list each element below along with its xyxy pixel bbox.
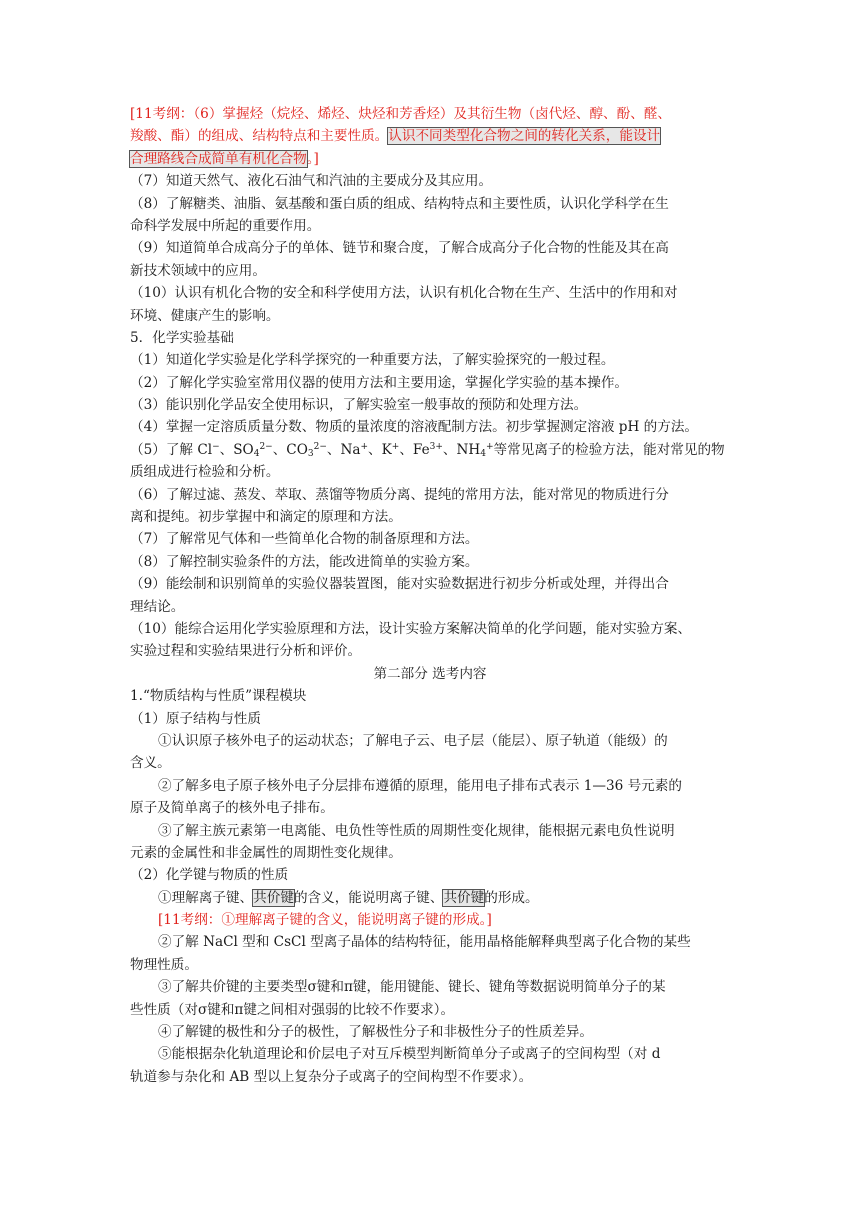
organic-item-8-cont: 命科学发展中所起的重要作用。 [130,217,321,234]
exam-note-bond: [11考纲：①理解离子键的含义，能说明离子键的形成。] [158,912,492,929]
lab-item-7: （7）了解常见气体和一些简单化合物的制备原理和方法。 [130,531,479,548]
section-heading-lab: 5．化学实验基础 [130,329,234,346]
bond-item-3-cont: 些性质（对σ键和π键之间相对强弱的比较不作要求）。 [130,1001,455,1018]
lab-item-6-cont: 离和提纯。初步掌握中和滴定的原理和方法。 [130,509,402,526]
part-title: 第二部分 选考内容 [373,665,487,682]
module-heading: 1.“物质结构与性质”课程模块 [130,688,307,705]
organic-item-7: （7）知道天然气、液化石油气和汽油的主要成分及其应用。 [130,173,493,190]
lab-item-10-cont: 实验过程和实验结果进行分析和评价。 [130,643,362,660]
exam-note-line-2 [130,125,730,147]
organic-item-9-cont: 新技术领域中的应用。 [130,262,266,279]
highlighted-text: 认识不同类型化合物之间的转化关系，能设计 [388,128,661,145]
exam-note-text: 羧酸、酯）的组成、结构特点和主要性质。 [130,128,389,145]
bond-item-5: ⑤能根据杂化轨道理论和价层电子对互斥模型判断简单分子或离子的空间构型（对 d [158,1046,661,1063]
document-body [130,103,730,1088]
lab-item-1: （1）知道化学实验是化学科学探究的一种重要方法，了解实验探究的一般过程。 [130,352,615,369]
atomic-item-2-cont: 原子及简单离子的核外电子排布。 [130,800,334,817]
bond-item-1: ①理解离子键、共价键的含义，能说明离子键、共价键的形成。 [158,889,539,906]
bond-item-5-cont: 轨道参与杂化和 AB 型以上复杂分子或离子的空间构型不作要求）。 [130,1068,533,1085]
bond-item-2: ②了解 NaCl 型和 CsCl 型离子晶体的结构特征，能用晶格能解释典型离子化合物的某些 [158,934,691,951]
lab-item-8: （8）了解控制实验条件的方法，能改进简单的实验方案。 [130,553,479,570]
highlighted-text: 共价键 [253,889,294,906]
exam-note-line-1 [130,103,730,125]
subsection-heading-atomic: （1）原子结构与性质 [130,710,261,727]
lab-item-2: （2）了解化学实验室常用仪器的使用方法和主要用途，掌握化学实验的基本操作。 [130,374,629,391]
exam-note-line-3 [130,148,730,170]
bond-item-2-cont: 物理性质。 [130,956,198,973]
lab-item-5: （5）了解 Cl−、$SO_4^{2-}$、$CO_3^{2-}$、Na+、K+、$Fe^{3+}$、$NH_4^+$等常见离子的检验方法，能对常见的物 [130,441,725,459]
highlighted-text: 合理路线合成简单有机化合物 [130,150,307,167]
lab-item-6: （6）了解过滤、蒸发、萃取、蒸馏等物质分离、提纯的常用方法，能对常见的物质进行分 [130,486,669,503]
atomic-item-2: ②了解多电子原子核外电子分层排布遵循的原理，能用电子排布式表示 1—36 号元素的 [158,777,682,794]
atomic-item-1: ①认识原子核外电子的运动状态；了解电子云、电子层（能层）、原子轨道（能级）的 [158,732,668,749]
highlighted-text: 共价键 [443,889,485,906]
bond-item-4: ④了解键的极性和分子的极性，了解极性分子和非极性分子的性质差异。 [158,1024,593,1041]
lab-item-9: （9）能绘制和识别简单的实验仪器装置图，能对实验数据进行初步分析或处理，并得出合 [130,576,669,593]
atomic-item-3: ③了解主族元素第一电离能、电负性等性质的周期性变化规律，能根据元素电负性说明 [158,822,675,839]
bond-item-3: ③了解共价键的主要类型σ键和π键，能用键能、键长、键角等数据说明简单分子的某 [158,979,666,996]
organic-item-8: （8）了解糖类、油脂、氨基酸和蛋白质的组成、结构特点和主要性质，认识化学科学在生 [130,195,669,212]
exam-note-text: [11考纲：（6）掌握烃（烷烃、烯烃、炔烃和芳香烃）及其衍生物（卤代烃、醇、酚、醛、 [130,106,672,122]
atomic-item-1-cont: 含义。 [130,755,171,772]
lab-item-10: （10）能综合运用化学实验原理和方法，设计实验方案解决简单的化学问题，能对实验方案、 [130,620,692,637]
organic-item-10: （10）认识有机化合物的安全和科学使用方法，认识有机化合物在生产、生活中的作用和对 [130,285,678,302]
organic-item-10-cont: 环境、健康产生的影响。 [130,307,280,324]
lab-item-5-cont: 质组成进行检验和分析。 [130,464,280,481]
subsection-heading-bond: （2）化学键与物质的性质 [130,867,289,884]
atomic-item-3-cont: 元素的金属性和非金属性的周期性变化规律。 [130,844,402,861]
exam-note-text: 。] [306,150,319,167]
organic-item-9: （9）知道简单合成高分子的单体、链节和聚合度，了解合成高分子化合物的性能及其在高 [130,240,669,257]
lab-item-9-cont: 理结论。 [130,598,185,615]
lab-item-4: （4）掌握一定溶质质量分数、物质的量浓度的溶液配制方法。初步掌握测定溶液 pH 的方法。 [130,419,699,436]
lab-item-3: （3）能识别化学品安全使用标识，了解实验室一般事故的预防和处理方法。 [130,397,588,414]
